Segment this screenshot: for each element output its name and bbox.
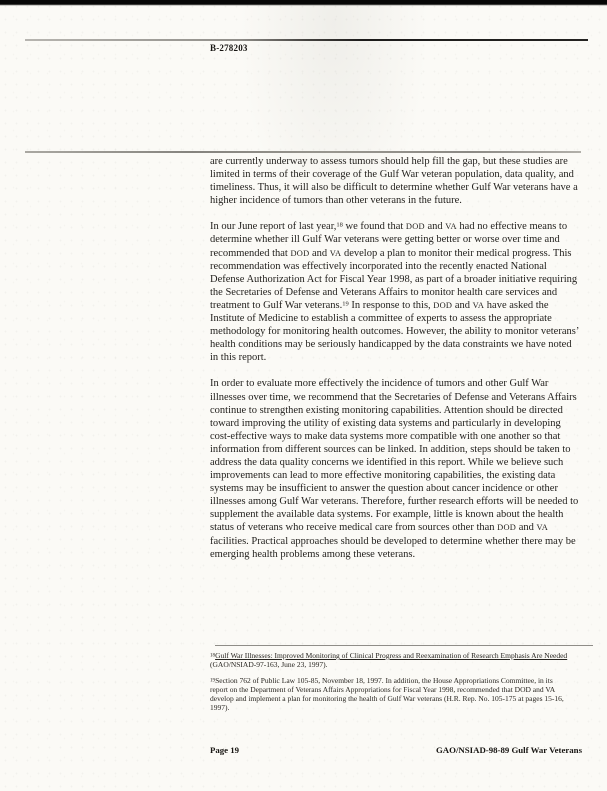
report-id: GAO/NSIAD-98-89 Gulf War Veterans — [435, 745, 582, 755]
scan-edge-bar — [0, 0, 607, 6]
paragraph-june-report: In our June report of last year,$^{18}$ we found that DOD and VA had no effective means to determine whether ill Gulf War veterans were getting better or worse over time and recommended that DOD and VA develop a plan to monitor their medical progress. This recommendation was effectively incorporated into the recently enacted National Defense Authorization Act for Fiscal Year 1998, as part of a broader initiative requiring the Secretaries of Defense and Veterans Affairs to monitor health care services and treatment to Gulf War veterans.$^{19}$ In response to this, DOD and VA have asked the Institute of Medicine to establish a committee of experts to assess the appropriate methodology for monitoring health outcomes. However, the ability to monitor veterans’ health conditions may be seriously handicapped by the data constraints we have noted in this report. — [210, 221, 579, 364]
page-footer — [210, 745, 582, 755]
header-rule — [25, 39, 588, 41]
page-number: Page 19 — [210, 745, 240, 755]
report-number: B-278203 — [210, 43, 248, 53]
paragraph-tumor-studies: are currently underway to assess tumors should help fill the gap, but these studies are limited in terms of their coverage of the Gulf War veteran population, data quality, and timeliness. Thus, it will also be difficult to determine whether Gulf War veterans have a higher incidence of tumors than other veterans in the future. — [210, 156, 578, 207]
body-text — [210, 155, 580, 574]
footnote-18: $^{18}$Gulf War Illnesses: Improved Monitoring of Clinical Progress and Reexamination of Research Emphasis Are Needed (GAO/NSIAD-97-163, June 23, 1997). — [210, 651, 568, 670]
footnote-19: $^{19}$Section 762 of Public Law 105-85, November 18, 1997. In addition, the House Appropriations Committee, in its report on the Department of Veterans Affairs Appropriations for Fiscal Year 1998, recommended that DOD and VA develop and implement a plan for monitoring the health of Gulf War veterans (H.R. Rep. No. 105-175 at pages 15-16, 1997). — [210, 675, 564, 713]
section-rule — [25, 151, 581, 153]
footnote-separator — [215, 645, 593, 646]
footnotes-section — [210, 651, 572, 719]
paragraph-recommendation: In order to evaluate more effectively the incidence of tumors and other Gulf War illnesses over time, we recommend that the Secretaries of Defense and Veterans Affairs continue to strengthen existing monitoring capabilities. Attention should be directed toward improving the utility of existing data systems and particularly in developing cost-effective ways to make data systems more compatible with one another so that information from different sources can be linked. In addition, steps should be taken to address the data quality concerns we identified in this report. While we believe such improvements can lead to more effective monitoring capabilities, the existing data systems may be insufficient to answer the question about cancer incidence or other illnesses among Gulf War veterans. Therefore, further research efforts will be needed to supplement the available data systems. For example, little is known about the health status of veterans who receive medical care from sources other than DOD and VA facilities. Practical approaches should be developed to determine whether there may be emerging health problems among these veterans. — [210, 378, 579, 560]
